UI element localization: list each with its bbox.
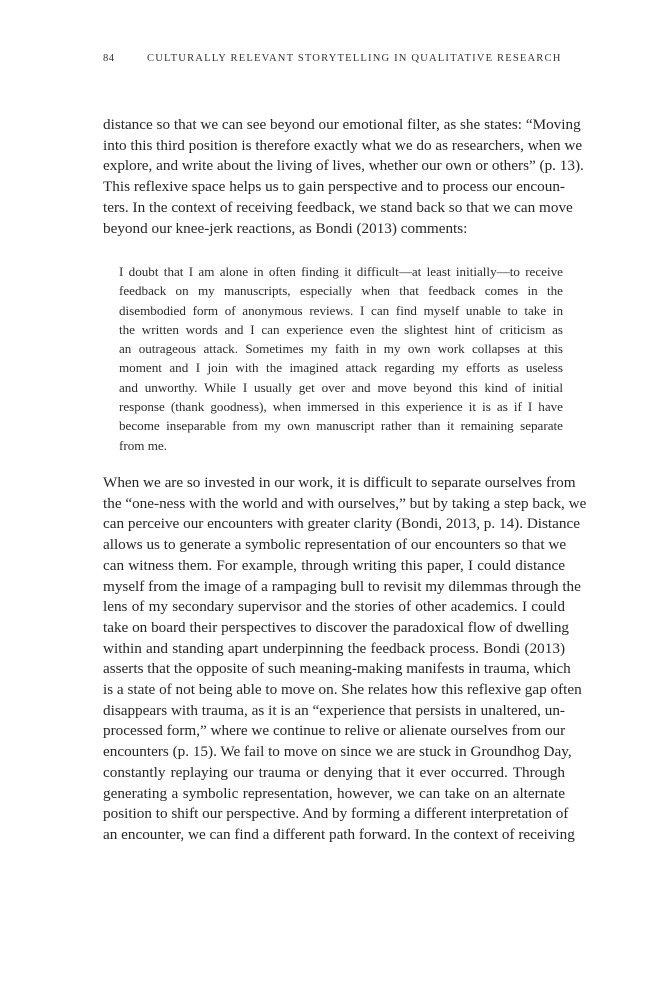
quote-line: feedback on my manuscripts, especially when that feedback comes in the xyxy=(119,283,563,299)
text-line: can witness them. For example, through writing this paper, I could distance xyxy=(103,556,565,574)
page-number: 84 xyxy=(103,53,115,64)
text-line: explore, and write about the living of lives, whether our own or others” (p. 13). xyxy=(103,157,584,175)
text-line: take on board their perspectives to discover the paradoxical flow of dwelling xyxy=(103,618,570,636)
quote-line: an outrageous attack. Sometimes my faith in my own work collapses at this xyxy=(119,341,563,357)
text-line: is a state of not being able to move on. She relates how this reflexive gap often xyxy=(103,681,582,699)
text-line: myself from the image of a rampaging bull to revisit my dilemmas through the xyxy=(103,577,581,595)
text-line: ters. In the context of receiving feedback, we stand back so that we can move xyxy=(103,198,573,216)
text-line: can perceive our encounters with greater clarity (Bondi, 2013, p. 14). Distance xyxy=(103,515,580,533)
quote-line: moment and I join with the imagined attack regarding my efforts as useless xyxy=(119,360,563,376)
body-paragraph-1 xyxy=(103,115,584,239)
text-line: When we are so invested in our work, it is difficult to separate ourselves from xyxy=(103,474,576,491)
running-header xyxy=(103,53,565,64)
text-line: an encounter, we can find a different path forward. In the context of receiving xyxy=(103,825,575,843)
quote-line: from me. xyxy=(119,437,167,453)
block-quote xyxy=(119,262,563,455)
body-paragraph-2 xyxy=(103,473,587,846)
text-line: beyond our knee-jerk reactions, as Bondi (2013) comments: xyxy=(103,219,468,237)
text-line: lens of my secondary supervisor and the stories of other academics. I could xyxy=(103,598,565,616)
quote-line: I doubt that I am alone in often finding it difficult—at least initially—to receive xyxy=(119,264,563,279)
text-line: the “one-ness with the world and with ourselves,” but by taking a step back, we xyxy=(103,494,587,512)
text-line: disappears with trauma, as it is an “experience that persists in unaltered, un- xyxy=(103,701,565,719)
text-line: distance so that we can see beyond our emotional filter, as she states: “Moving xyxy=(103,116,581,133)
text-line: constantly replaying our trauma or denying that it ever occurred. Through xyxy=(103,763,565,781)
text-line: position to shift our perspective. And by forming a different interpretation of xyxy=(103,805,569,823)
text-line: encounters (p. 15). We fail to move on since we are stuck in Groundhog Day, xyxy=(103,743,572,761)
quote-line: and unworthy. While I usually get over and move beyond this kind of initial xyxy=(119,379,563,395)
quote-line: response (thank goodness), when immersed in this experience it is as if I have xyxy=(119,399,563,415)
quote-line: disembodied form of anonymous reviews. I can find myself unable to take in xyxy=(119,302,563,318)
text-line: generating a symbolic representation, however, we can take on an alternate xyxy=(103,784,565,802)
quote-line: the written words and I can experience even the slightest hint of criticism as xyxy=(119,321,563,337)
text-line: within and standing apart underpinning the feedback process. Bondi (2013) xyxy=(103,639,565,657)
text-line: This reflexive space helps us to gain perspective and to process our encoun- xyxy=(103,178,565,196)
text-line: processed form,” where we continue to relive or alienate ourselves from our xyxy=(103,722,566,740)
text-line: into this third position is therefore exactly what we do as researchers, when we xyxy=(103,136,583,154)
text-line: allows us to generate a symbolic representation of our encounters so that we xyxy=(103,536,567,554)
text-line: asserts that the opposite of such meaning-making manifests in trauma, which xyxy=(103,660,571,678)
running-title: CULTURALLY RELEVANT STORYTELLING IN QUALITATIVE RESEARCH xyxy=(147,53,562,64)
quote-line: become inseparable from my own manuscript rather than it remaining separate xyxy=(119,418,563,434)
